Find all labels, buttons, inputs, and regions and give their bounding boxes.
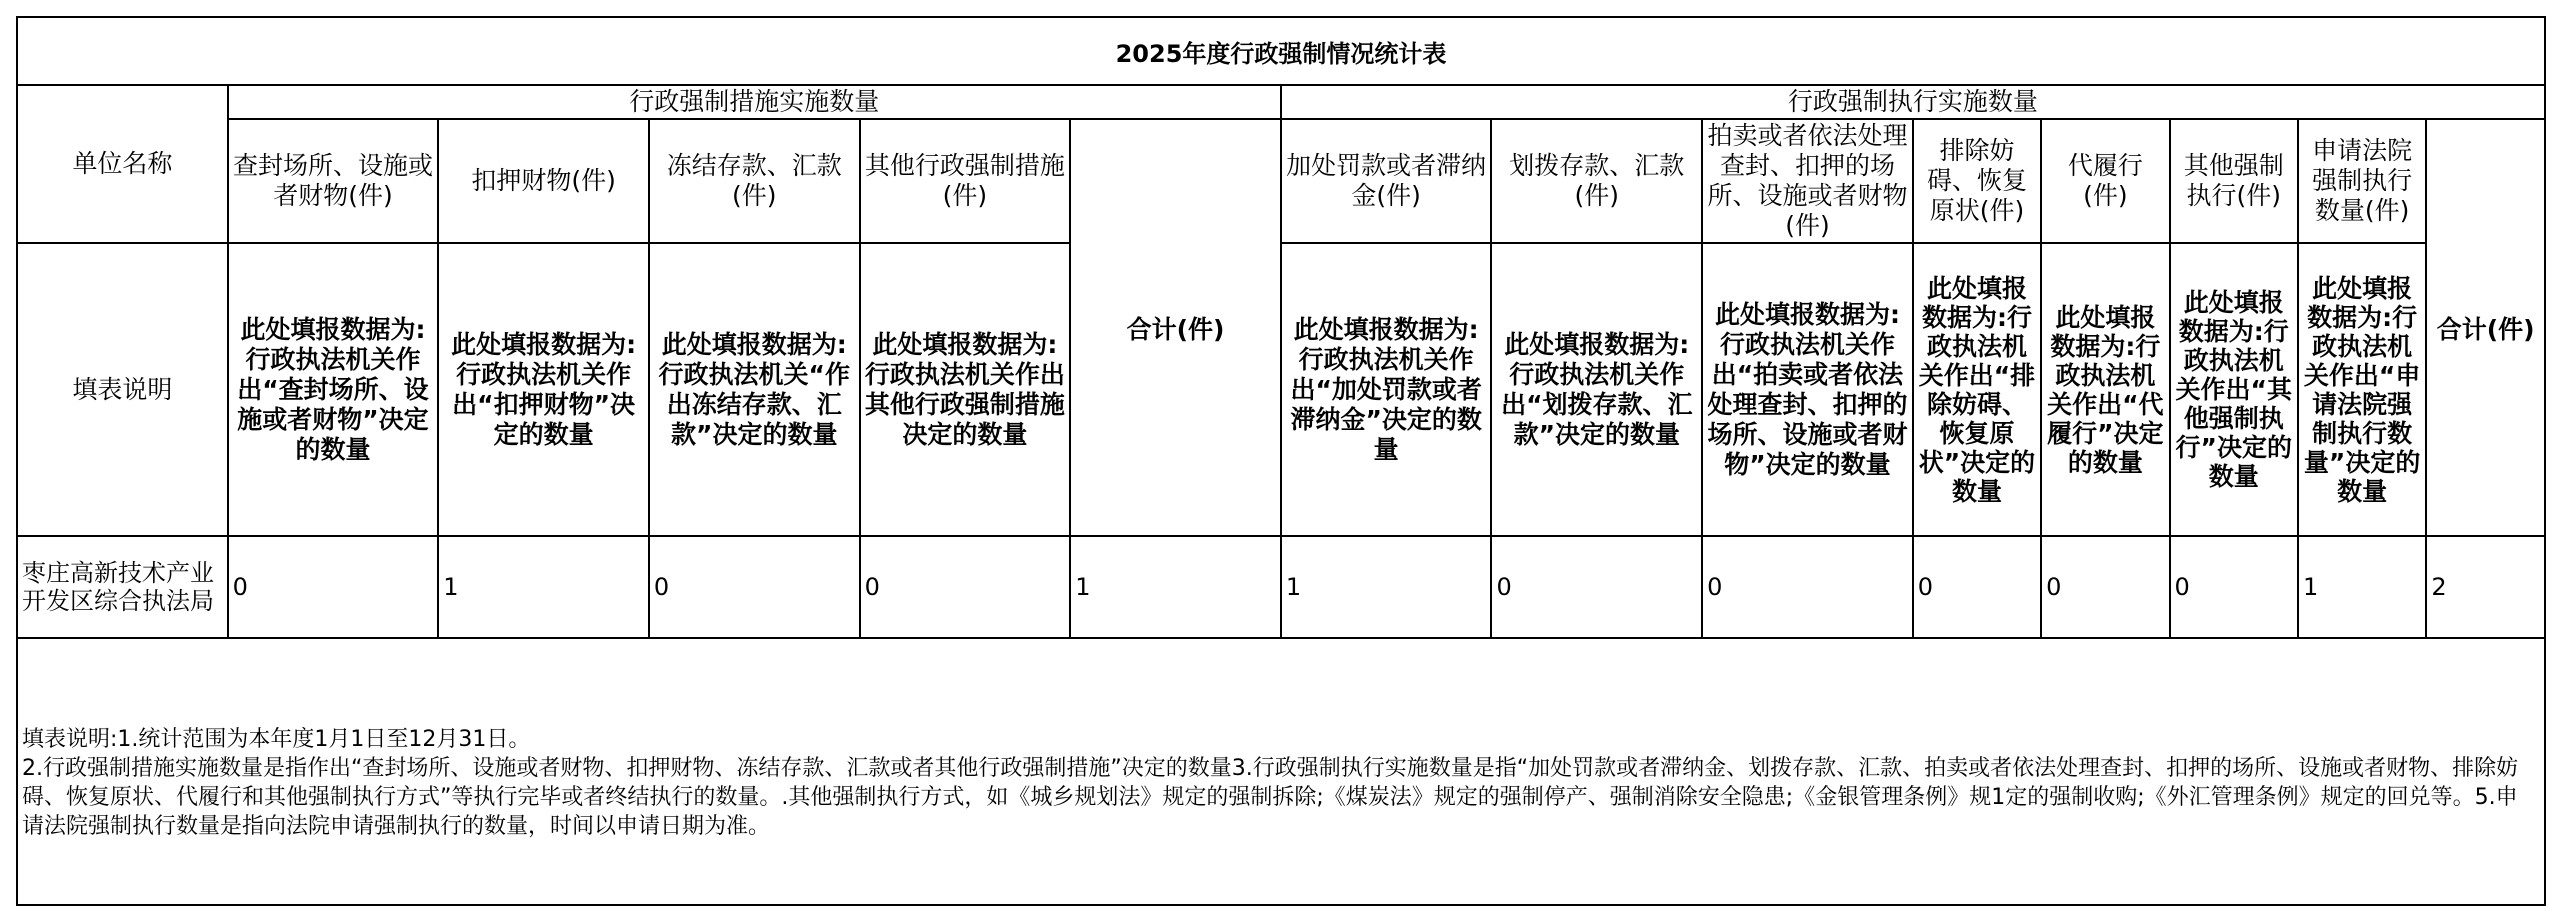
value-substitute: 0 [2041, 536, 2169, 638]
notes-text [22, 725, 2538, 841]
col-header-freeze: 冻结存款、汇款(件) [649, 119, 860, 243]
statistics-table [16, 16, 2546, 906]
table-title: 2025年度行政强制情况统计表 [17, 17, 2545, 85]
desc-remove-obstruction: 此处填报数据为:行政执法机关作出“排除妨碍、恢复原状”决定的数量 [1913, 243, 2041, 536]
value-freeze: 0 [649, 536, 860, 638]
col-header-fine: 加处罚款或者滞纳金(件) [1281, 119, 1492, 243]
col-header-other-measures: 其他行政强制措施(件) [860, 119, 1071, 243]
desc-auction: 此处填报数据为:行政执法机关作出“拍卖或者依法处理查封、扣押的场所、设施或者财物”决定的数量 [1702, 243, 1913, 536]
desc-other-measures: 此处填报数据为:行政执法机关作出其他行政强制措施决定的数量 [860, 243, 1071, 536]
measures-total-header: 合计(件) [1070, 119, 1281, 536]
value-other-execution: 0 [2170, 536, 2298, 638]
desc-seal: 此处填报数据为:行政执法机关作出“查封场所、设施或者财物”决定的数量 [228, 243, 439, 536]
unit-name-cell: 枣庄高新技术产业开发区综合执法局 [17, 536, 228, 638]
value-auction: 0 [1702, 536, 1913, 638]
col-header-remove-obstruction: 排除妨碍、恢复原状(件) [1913, 119, 2041, 243]
desc-court-application: 此处填报数据为:行政执法机关作出“申请法院强制执行数量”决定的数量 [2298, 243, 2426, 536]
col-header-substitute: 代履行(件) [2041, 119, 2169, 243]
notes-line-2: 2.行政强制措施实施数量是指作出“查封场所、设施或者财物、扣押财物、冻结存款、汇款或者其他行政强制措施”决定的数量3.行政强制执行实施数量是指“加处罚款或者滞纳金、划拨存款、汇款、拍卖或者依法处理查封、扣押的场所、设施或者财物、排除妨碍、恢复原状、代履行和其他强制执行方式”等执行完毕或者终结执行的数量。.其他强制执行方式，如《城乡规划法》规定的强制拆除;《煤炭法》规定的强制停产、强制消除安全隐患;《金银管理条例》规1定的强制收购;《外汇管理条例》规定的回兑等。5.申请法院强制执行数量是指向法院申请强制执行的数量，时间以申请日期为准。 [22, 756, 2519, 839]
col-header-other-execution: 其他强制执行(件) [2170, 119, 2298, 243]
desc-fine: 此处填报数据为:行政执法机关作出“加处罚款或者滞纳金”决定的数量 [1281, 243, 1492, 536]
col-header-transfer: 划拨存款、汇款(件) [1491, 119, 1702, 243]
value-remove-obstruction: 0 [1913, 536, 2041, 638]
desc-transfer: 此处填报数据为:行政执法机关作出“划拨存款、汇款”决定的数量 [1491, 243, 1702, 536]
desc-other-execution: 此处填报数据为:行政执法机关作出“其他强制执行”决定的数量 [2170, 243, 2298, 536]
value-seize: 1 [438, 536, 649, 638]
col-header-seize: 扣押财物(件) [438, 119, 649, 243]
value-measures-total: 1 [1070, 536, 1281, 638]
col-header-auction: 拍卖或者依法处理查封、扣押的场所、设施或者财物(件) [1702, 119, 1913, 243]
value-court-application: 1 [2298, 536, 2426, 638]
col-header-court-application: 申请法院强制执行数量(件) [2298, 119, 2426, 243]
desc-freeze: 此处填报数据为:行政执法机关“作出冻结存款、汇款”决定的数量 [649, 243, 860, 536]
unit-name-header: 单位名称 [17, 85, 228, 243]
statistics-sheet [16, 16, 2546, 906]
desc-row-header: 填表说明 [17, 243, 228, 536]
execution-total-header: 合计(件) [2426, 119, 2545, 536]
col-header-seal: 查封场所、设施或者财物(件) [228, 119, 439, 243]
value-transfer: 0 [1491, 536, 1702, 638]
notes-line-1: 填表说明:1.统计范围为本年度1月1日至12月31日。 [22, 727, 531, 752]
value-fine: 1 [1281, 536, 1492, 638]
execution-group-header: 行政强制执行实施数量 [1281, 85, 2545, 119]
value-seal: 0 [228, 536, 439, 638]
measures-group-header: 行政强制措施实施数量 [228, 85, 1281, 119]
value-other-measures: 0 [860, 536, 1071, 638]
value-execution-total: 2 [2426, 536, 2545, 638]
notes-cell [17, 638, 2545, 905]
desc-seize: 此处填报数据为:行政执法机关作出“扣押财物”决定的数量 [438, 243, 649, 536]
desc-substitute: 此处填报数据为:行政执法机关作出“代履行”决定的数量 [2041, 243, 2169, 536]
table-row [17, 536, 2545, 638]
